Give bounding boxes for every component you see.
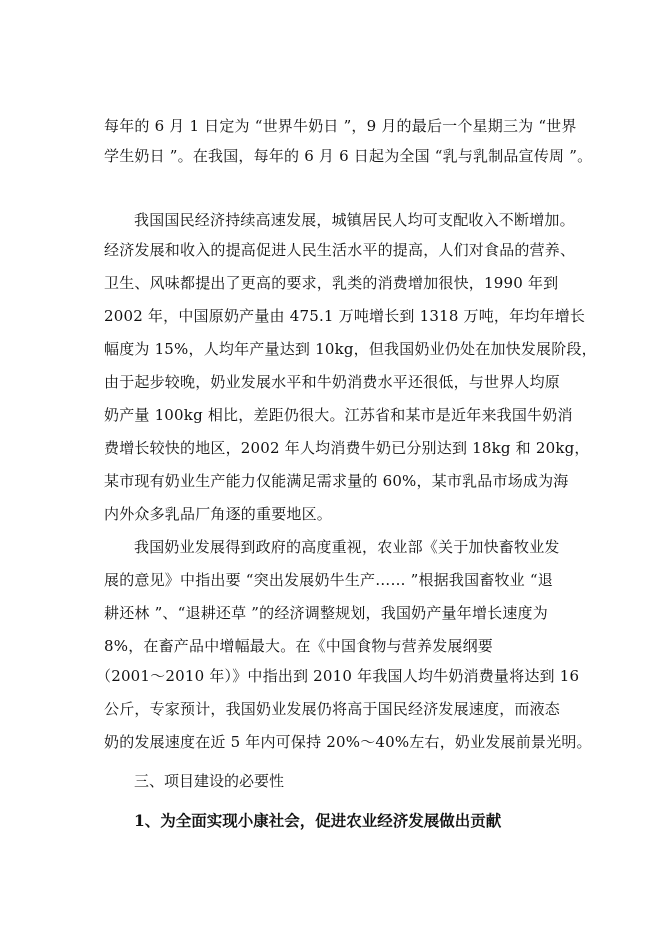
paragraph2-line-5: （2001～2010 年）》中指出到 2010 年我国人均牛奶消费量将达到 16: [96, 667, 580, 685]
paragraph2-line-1: 我国奶业发展得到政府的高度重视，农业部《关于加快畜牧业发: [134, 538, 560, 556]
paragraph1-line-5: 幅度为 15%，人均年产量达到 10kg，但我国奶业仍处在加快发展阶段，: [104, 340, 597, 358]
paragraph1-line-4: 2002 年，中国原奶产量由 475.1 万吨增长到 1318 万吨，年均年增长: [104, 307, 586, 325]
paragraph1-line-8: 费增长较快的地区，2002 年人均消费牛奶已分别达到 18kg 和 20kg，: [104, 439, 590, 457]
paragraph1-line-10: 内外众多乳品厂角逐的重要地区。: [104, 505, 333, 523]
paragraph2-line-7: 奶的发展速度在近 5 年内可保持 20%～40%左右，奶业发展前景光明。: [104, 733, 592, 751]
intro-line-2: 学生奶日 ”。在我国，每年的 6 月 6 日起为全国 “乳与乳制品宣传周 ”。: [104, 147, 593, 165]
subsection-heading: 1、为全面实现小康社会，促进农业经济发展做出贡献: [134, 811, 502, 830]
paragraph2-line-6: 公斤，专家预计，我国奶业发展仍将高于国民经济发展速度，而液态: [104, 700, 561, 718]
paragraph1-line-7: 奶产量 100kg 相比，差距仍很大。江苏省和某市是近年来我国牛奶消: [104, 406, 573, 424]
paragraph2-line-4: 8%，在畜产品中增幅最大。在《中国食物与营养发展纲要: [104, 637, 493, 655]
paragraph1-line-9: 某市现有奶业生产能力仅能满足需求量的 60%，某市乳品市场成为海: [104, 472, 569, 490]
paragraph1-line-6: 由于起步较晚，奶业发展水平和牛奶消费水平还很低，与世界人均原: [104, 373, 561, 391]
paragraph1-line-3: 卫生、风味都提出了更高的要求，乳类的消费增加很快，1990 年到: [104, 274, 559, 292]
paragraph1-line-1: 我国国民经济持续高速发展，城镇居民人均可支配收入不断增加。: [134, 211, 575, 229]
paragraph1-line-2: 经济发展和收入的提高促进人民生活水平的提高，人们对食品的营养、: [104, 241, 576, 259]
paragraph2-line-2: 展的意见》中指出要 “突出发展奶牛生产…… ”根据我国畜牧业 “退: [104, 571, 553, 589]
section-heading: 三、项目建设的必要性: [134, 772, 285, 790]
intro-line-1: 每年的 6 月 1 日定为 “世界牛奶日 ”，9 月的最后一个星期三为 “世界: [104, 117, 577, 135]
paragraph2-line-3: 耕还林 ”、“退耕还草 ”的经济调整规划，我国奶产量年增长速度为: [104, 604, 548, 622]
